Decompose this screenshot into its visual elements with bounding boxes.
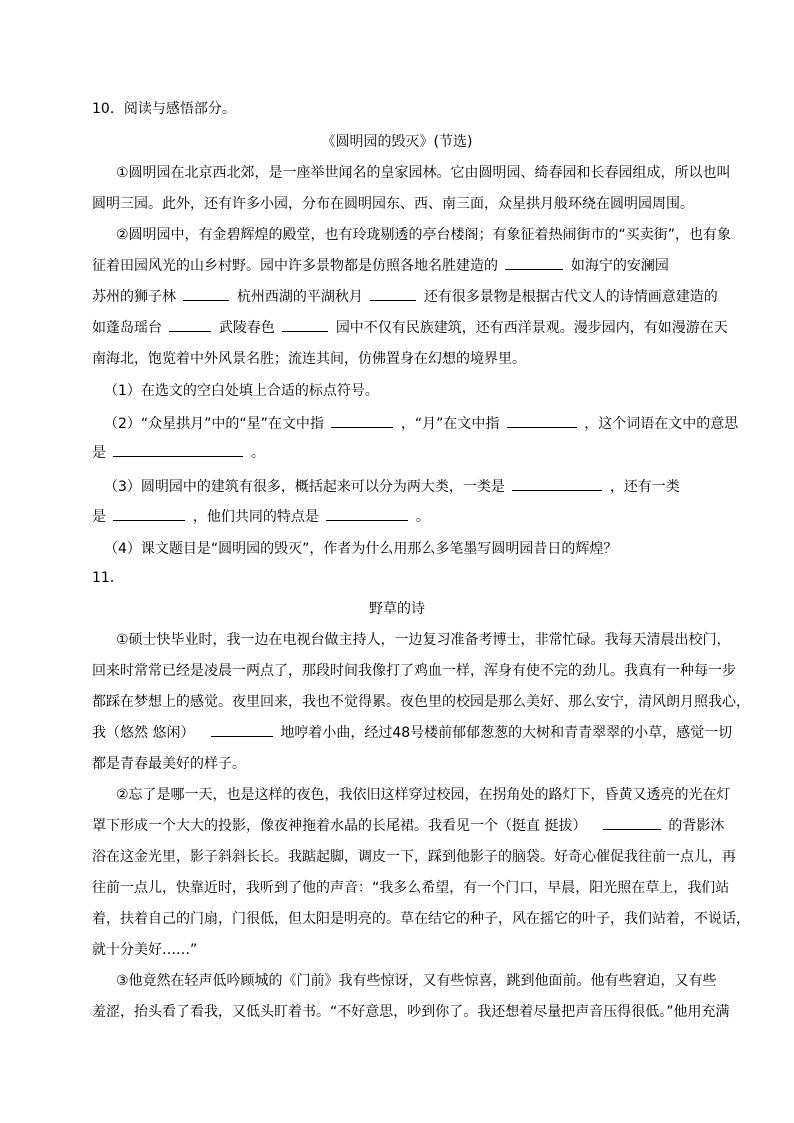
blank-star-meaning[interactable] bbox=[331, 414, 393, 428]
blank-punct-4[interactable] bbox=[169, 318, 211, 332]
q11-p1-line1: ①硕士快毕业时，我一边在电视台做主持人，一边复习准备考博士，非常忙碌。我每天清晨出校门， bbox=[116, 632, 731, 648]
q11-p1-line3: 都踩在梦想上的感觉。夜里回来，我也不觉得累。夜色里的校园是那么美好、那么安宁，清风朗月照我心， bbox=[92, 694, 750, 710]
q10-sub3-line2 bbox=[92, 507, 430, 527]
q10-sub3-text: ，还有一类 bbox=[609, 479, 680, 495]
q11-p2-line4: 往前一点儿，快靠近时，我听到了他的声音：“我多么希望，有一个门口，早晨，阳光照在草上，我们站 bbox=[92, 880, 730, 896]
blank-moon-meaning[interactable] bbox=[507, 414, 577, 428]
q10-sub3-text: 是 bbox=[92, 509, 106, 525]
q11-p2-line1: ②忘了是哪一天，也是这样的夜色，我依旧这样穿过校园，在拐角处的路灯下，昏黄又透亮的光在灯 bbox=[116, 787, 731, 803]
q11-p2-line5: 着，扶着自己的门扇，门很低，但太阳是明亮的。草在结它的种子，风在摇它的叶子，我们站着，不说话， bbox=[92, 911, 750, 927]
q11-p2-text: 罩下形成一个大大的投影，像夜神拖着水晶的长尾裙。我看见一个（挺直 挺拔） bbox=[92, 818, 587, 834]
q10-sub1: （1）在选文的空白处填上合适的标点符号。 bbox=[104, 383, 379, 399]
q11-p2-line3: 浴在这金光里，影子斜斜长长。我踮起脚，调皮一下，踩到他影子的脑袋。好奇心催促我往前一点儿，再 bbox=[92, 849, 736, 865]
q11-title: 野草的诗 bbox=[369, 601, 425, 617]
q10-sub4: （4）课文题目是“圆明园的毁灭”，作者为什么用那么多笔墨写圆明园昔日的辉煌？ bbox=[104, 541, 618, 557]
q10-sub2-line2 bbox=[92, 443, 265, 463]
q10-sub3-line1 bbox=[104, 477, 680, 497]
q10-sub2-text: 是 bbox=[92, 445, 106, 461]
q11-p1-line2: 回来时常常已经是凌晨一两点了，那段时间我像打了鸡血一样，浑身有使不完的劲儿。我真有一种每一步 bbox=[92, 663, 736, 679]
q10-p2-line2 bbox=[92, 256, 669, 276]
q11-p3-line1: ③他竟然在轻声低吟顾城的《门前》我有些惊讶，又有些惊喜，跳到他面前。他有些窘迫，又有些 bbox=[116, 973, 717, 989]
blank-category-2[interactable] bbox=[113, 507, 185, 521]
q10-sub2-text: ，这个词语在文中的意思 bbox=[584, 416, 739, 432]
q10-p2-text: 杭州西湖的平湖秋月 bbox=[236, 289, 363, 305]
q10-p2-line3 bbox=[92, 287, 718, 307]
blank-punct-3[interactable] bbox=[370, 287, 416, 301]
q11-p1-line4 bbox=[92, 723, 732, 743]
q10-sub2-text: ，“月”在文中指 bbox=[400, 416, 500, 432]
q10-p2-text: 武陵春色 bbox=[218, 320, 275, 336]
q10-p1-line2: 圆明三园。此外，还有许多小园，分布在圆明园东、西、南三面，众星拱月般环绕在圆明园周围。 bbox=[92, 196, 694, 212]
q10-sub2-text: （2）“众星拱月”中的“星”在文中指 bbox=[104, 416, 324, 432]
q10-p2-text: 园中不仅有民族建筑，还有西洋景观。漫步园内，有如漫游在天 bbox=[335, 320, 728, 336]
q10-sub3-text: （3）圆明园中的建筑有很多，概括起来可以分为两大类，一类是 bbox=[104, 479, 505, 495]
q10-p2-line4 bbox=[92, 318, 728, 338]
q11-header: 11． bbox=[92, 570, 124, 586]
q10-p2-text: 苏州的狮子林 bbox=[92, 289, 176, 305]
blank-word-choice-1[interactable] bbox=[211, 723, 273, 737]
blank-punct-5[interactable] bbox=[282, 318, 328, 332]
q11-p1-text: 我（悠然 悠闲） bbox=[92, 725, 195, 741]
q10-p2-text: 还有很多景物是根据古代文人的诗情画意建造的 bbox=[423, 289, 718, 305]
q10-sub3-text: 。 bbox=[415, 509, 430, 525]
q11-p2-line6: 就十分美好……” bbox=[92, 942, 198, 958]
q10-title: 《圆明园的毁灭》(节选) bbox=[321, 134, 473, 150]
q11-p2-text: 的背影沐 bbox=[668, 818, 725, 834]
q11-p1-text: 地哼着小曲，经过48号楼前郁郁葱葱的大树和青青翠翠的小草，感觉一切 bbox=[280, 725, 733, 741]
q10-p1-line1: ①圆明园在北京西北郊，是一座举世闻名的皇家园林。它由圆明园、绮春园和长春园组成，所以也叫 bbox=[116, 165, 731, 181]
q10-p2-text: 如海宁的安澜园 bbox=[570, 258, 669, 274]
blank-common-feature[interactable] bbox=[326, 507, 408, 521]
q10-sub2-line1 bbox=[104, 414, 738, 434]
q11-p1-line5: 都是青春最美好的样子。 bbox=[92, 756, 246, 772]
q10-sub3-text: ，他们共同的特点是 bbox=[192, 509, 319, 525]
blank-punct-2[interactable] bbox=[183, 287, 229, 301]
q10-p2-line1: ②圆明园中，有金碧辉煌的殿堂，也有玲珑剔透的亭台楼阁；有象征着热闹街市的“买卖街”，也有象 bbox=[116, 227, 732, 243]
q10-p2-text: 征着田园风光的山乡村野。园中许多景物都是仿照各地名胜建造的 bbox=[92, 258, 498, 274]
blank-category-1[interactable] bbox=[512, 477, 602, 491]
q11-p2-line2 bbox=[92, 816, 724, 836]
q11-p3-line2: 羞涩，抬头看了看我，又低头盯着书。“不好意思，吵到你了。我还想着尽量把声音压得很低。”他用充满 bbox=[92, 1004, 730, 1020]
blank-idiom-meaning[interactable] bbox=[113, 443, 243, 457]
q10-p2-text: 如蓬岛瑶台 bbox=[92, 320, 162, 336]
q10-sub2-text: 。 bbox=[250, 445, 265, 461]
q10-header: 10．阅读与感悟部分。 bbox=[92, 101, 236, 117]
blank-word-choice-2[interactable] bbox=[603, 816, 661, 830]
blank-punct-1[interactable] bbox=[505, 256, 563, 270]
q10-p2-line5: 南海北，饱览着中外风景名胜；流连其间，仿佛置身在幻想的境界里。 bbox=[92, 351, 526, 367]
